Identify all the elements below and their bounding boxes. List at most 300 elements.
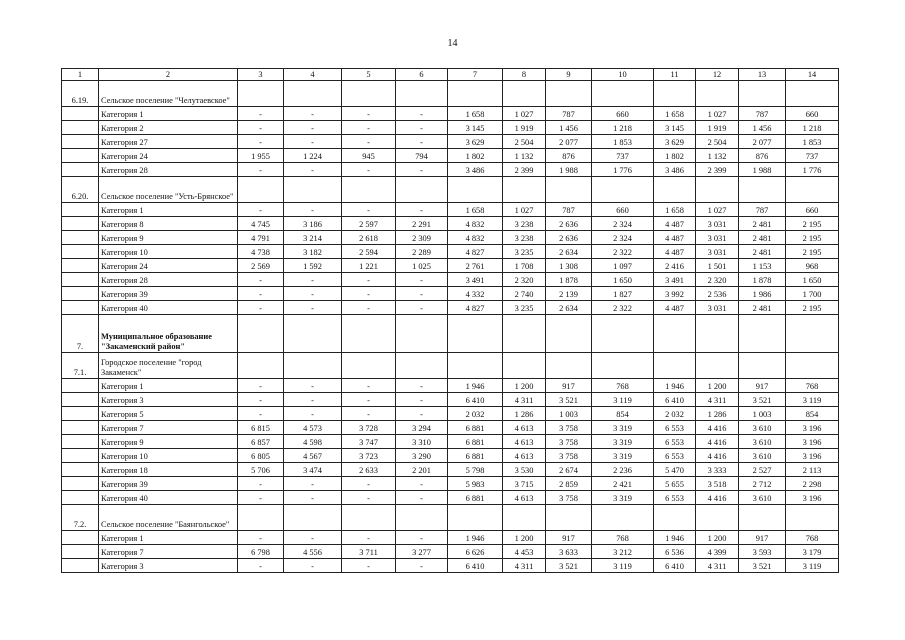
value-cell: - [238, 135, 284, 149]
value-cell: 6 553 [654, 435, 696, 449]
value-cell: 4 598 [284, 435, 342, 449]
empty-cell [592, 315, 654, 353]
empty-cell [238, 315, 284, 353]
value-cell: 1 456 [546, 121, 592, 135]
value-cell: 3 530 [503, 463, 546, 477]
value-cell: 3 715 [503, 477, 546, 491]
value-cell: 2 761 [448, 259, 503, 273]
table-row [62, 421, 839, 435]
value-cell: 3 119 [592, 559, 654, 573]
value-cell: 3 186 [284, 217, 342, 231]
value-cell: 6 553 [654, 449, 696, 463]
empty-cell [696, 315, 739, 353]
value-cell: 768 [786, 531, 839, 545]
column-header: 11 [654, 69, 696, 81]
value-cell: 2 618 [342, 231, 396, 245]
value-cell: 787 [546, 203, 592, 217]
value-cell: 2 320 [503, 273, 546, 287]
empty-cell [592, 505, 654, 531]
value-cell: 1 592 [284, 259, 342, 273]
category-label: Категория 10 [99, 449, 238, 463]
value-cell: 876 [739, 149, 786, 163]
empty-cell [62, 421, 99, 435]
value-cell: 2 291 [396, 217, 448, 231]
table-row [62, 491, 839, 505]
value-cell: 4 311 [503, 559, 546, 573]
value-cell: 3 723 [342, 449, 396, 463]
value-cell: 4 567 [284, 449, 342, 463]
value-cell: 3 319 [592, 449, 654, 463]
value-cell: 1 501 [696, 259, 739, 273]
empty-cell [396, 353, 448, 379]
column-header: 2 [99, 69, 238, 81]
value-cell: 1 650 [592, 273, 654, 287]
empty-cell [739, 505, 786, 531]
value-cell: 660 [592, 203, 654, 217]
empty-cell [503, 177, 546, 203]
empty-cell [62, 379, 99, 393]
category-label: Категория 7 [99, 421, 238, 435]
value-cell: 1 946 [654, 379, 696, 393]
value-cell: 917 [546, 379, 592, 393]
value-cell: 2 421 [592, 477, 654, 491]
value-cell: - [284, 107, 342, 121]
value-cell: 1 878 [546, 273, 592, 287]
value-cell: 1 221 [342, 259, 396, 273]
category-label: Категория 24 [99, 259, 238, 273]
value-cell: 4 487 [654, 217, 696, 231]
value-cell: 2 399 [696, 163, 739, 177]
table-row [62, 203, 839, 217]
value-cell: 2 633 [342, 463, 396, 477]
value-cell: 3 277 [396, 545, 448, 559]
table-row [62, 545, 839, 559]
section-name: Муниципальное образование "Закаменский район" [99, 315, 238, 353]
value-cell: 4 416 [696, 491, 739, 505]
value-cell: 917 [739, 531, 786, 545]
column-header: 1 [62, 69, 99, 81]
value-cell: 3 214 [284, 231, 342, 245]
value-cell: 3 491 [448, 273, 503, 287]
value-cell: - [396, 121, 448, 135]
empty-cell [62, 149, 99, 163]
value-cell: - [284, 531, 342, 545]
empty-cell [62, 491, 99, 505]
value-cell: 5 470 [654, 463, 696, 477]
value-cell: 787 [546, 107, 592, 121]
value-cell: - [342, 203, 396, 217]
value-cell: 1 027 [696, 107, 739, 121]
value-cell: 3 992 [654, 287, 696, 301]
empty-cell [786, 315, 839, 353]
value-cell: - [342, 559, 396, 573]
value-cell: 3 196 [786, 435, 839, 449]
value-cell: 1 988 [546, 163, 592, 177]
value-cell: - [284, 379, 342, 393]
value-cell: - [238, 121, 284, 135]
empty-cell [284, 315, 342, 353]
value-cell: 5 798 [448, 463, 503, 477]
value-cell: 3 521 [546, 559, 592, 573]
category-label: Категория 5 [99, 407, 238, 421]
empty-cell [342, 177, 396, 203]
empty-cell [786, 81, 839, 107]
value-cell: - [238, 393, 284, 407]
value-cell: 1 027 [503, 107, 546, 121]
empty-cell [62, 435, 99, 449]
value-cell: - [396, 477, 448, 491]
empty-cell [592, 353, 654, 379]
section-name: Сельское поселение "Усть-Брянское" [99, 177, 238, 203]
value-cell: 3 319 [592, 491, 654, 505]
value-cell: 1 776 [592, 163, 654, 177]
value-cell: - [396, 287, 448, 301]
empty-cell [448, 353, 503, 379]
value-cell: 4 573 [284, 421, 342, 435]
empty-cell [62, 203, 99, 217]
value-cell: 4 827 [448, 301, 503, 315]
value-cell: 660 [786, 107, 839, 121]
section-name: Сельское поселение "Баянгольское" [99, 505, 238, 531]
empty-cell [546, 315, 592, 353]
table-row [62, 259, 839, 273]
empty-cell [739, 315, 786, 353]
empty-cell [62, 559, 99, 573]
value-cell: 2 569 [238, 259, 284, 273]
value-cell: 3 474 [284, 463, 342, 477]
empty-cell [503, 353, 546, 379]
value-cell: 4 738 [238, 245, 284, 259]
empty-cell [396, 81, 448, 107]
value-cell: 2 504 [696, 135, 739, 149]
value-cell: - [238, 531, 284, 545]
value-cell: 3 212 [592, 545, 654, 559]
value-cell: 2 594 [342, 245, 396, 259]
value-cell: 3 290 [396, 449, 448, 463]
value-cell: 787 [739, 107, 786, 121]
value-cell: 917 [546, 531, 592, 545]
value-cell: 3 294 [396, 421, 448, 435]
value-cell: 1 650 [786, 273, 839, 287]
category-label: Категория 3 [99, 393, 238, 407]
value-cell: - [342, 393, 396, 407]
empty-cell [448, 315, 503, 353]
empty-cell [448, 81, 503, 107]
value-cell: 2 527 [739, 463, 786, 477]
value-cell: 2 674 [546, 463, 592, 477]
value-cell: 2 195 [786, 245, 839, 259]
value-cell: 3 235 [503, 245, 546, 259]
value-cell: 1 286 [503, 407, 546, 421]
table-row [62, 245, 839, 259]
value-cell: - [396, 301, 448, 315]
value-cell: 6 410 [654, 559, 696, 573]
table-row [62, 435, 839, 449]
value-cell: 854 [786, 407, 839, 421]
table-row [62, 135, 839, 149]
header-row [62, 69, 839, 81]
value-cell: 3 610 [739, 421, 786, 435]
value-cell: - [238, 491, 284, 505]
value-cell: 768 [592, 379, 654, 393]
value-cell: 3 610 [739, 435, 786, 449]
value-cell: - [342, 121, 396, 135]
value-cell: 3 333 [696, 463, 739, 477]
value-cell: 2 195 [786, 301, 839, 315]
value-cell: 660 [592, 107, 654, 121]
column-header: 7 [448, 69, 503, 81]
section-row [62, 177, 839, 203]
category-label: Категория 1 [99, 107, 238, 121]
value-cell: 3 310 [396, 435, 448, 449]
value-cell: - [342, 407, 396, 421]
value-cell: 3 758 [546, 449, 592, 463]
value-cell: 2 236 [592, 463, 654, 477]
value-cell: 3 610 [739, 491, 786, 505]
value-cell: - [284, 393, 342, 407]
value-cell: 4 827 [448, 245, 503, 259]
category-label: Категория 28 [99, 163, 238, 177]
value-cell: 3 491 [654, 273, 696, 287]
value-cell: 3 747 [342, 435, 396, 449]
empty-cell [284, 505, 342, 531]
value-cell: 2 113 [786, 463, 839, 477]
category-label: Категория 9 [99, 231, 238, 245]
section-row [62, 505, 839, 531]
value-cell: 3 633 [546, 545, 592, 559]
value-cell: 1 218 [592, 121, 654, 135]
category-label: Категория 7 [99, 545, 238, 559]
empty-cell [62, 301, 99, 315]
value-cell: 2 195 [786, 217, 839, 231]
value-cell: 1 456 [739, 121, 786, 135]
value-cell: - [284, 287, 342, 301]
section-row [62, 315, 839, 353]
value-cell: 3 758 [546, 491, 592, 505]
value-cell: 1 700 [786, 287, 839, 301]
value-cell: - [284, 491, 342, 505]
value-cell: 3 179 [786, 545, 839, 559]
table-row [62, 301, 839, 315]
value-cell: - [284, 135, 342, 149]
empty-cell [654, 177, 696, 203]
value-cell: 2 032 [654, 407, 696, 421]
value-cell: - [396, 531, 448, 545]
empty-cell [696, 505, 739, 531]
column-header: 10 [592, 69, 654, 81]
value-cell: 1 200 [503, 379, 546, 393]
value-cell: 3 728 [342, 421, 396, 435]
value-cell: 1 025 [396, 259, 448, 273]
value-cell: 2 399 [503, 163, 546, 177]
empty-cell [739, 81, 786, 107]
value-cell: 4 311 [503, 393, 546, 407]
section-name: Городское поселение "город Закаменск" [99, 353, 238, 379]
column-header: 9 [546, 69, 592, 81]
value-cell: 3 182 [284, 245, 342, 259]
value-cell: 854 [592, 407, 654, 421]
category-label: Категория 27 [99, 135, 238, 149]
value-cell: 4 613 [503, 435, 546, 449]
empty-cell [546, 81, 592, 107]
table-row [62, 163, 839, 177]
table-row [62, 273, 839, 287]
column-header: 8 [503, 69, 546, 81]
empty-cell [62, 259, 99, 273]
value-cell: 2 597 [342, 217, 396, 231]
category-label: Категория 8 [99, 217, 238, 231]
value-cell: 1 827 [592, 287, 654, 301]
empty-cell [62, 477, 99, 491]
empty-cell [62, 231, 99, 245]
value-cell: 2 324 [592, 231, 654, 245]
value-cell: 6 553 [654, 491, 696, 505]
value-cell: 6 410 [448, 393, 503, 407]
value-cell: 4 416 [696, 435, 739, 449]
empty-cell [62, 449, 99, 463]
value-cell: 3 486 [448, 163, 503, 177]
empty-cell [284, 177, 342, 203]
value-cell: 3 593 [739, 545, 786, 559]
value-cell: 2 289 [396, 245, 448, 259]
empty-cell [284, 81, 342, 107]
value-cell: - [284, 203, 342, 217]
value-cell: 1 200 [503, 531, 546, 545]
value-cell: 3 145 [654, 121, 696, 135]
value-cell: 1 802 [448, 149, 503, 163]
value-cell: 1 878 [739, 273, 786, 287]
value-cell: 6 805 [238, 449, 284, 463]
empty-cell [62, 135, 99, 149]
value-cell: 2 504 [503, 135, 546, 149]
value-cell: 1 003 [739, 407, 786, 421]
value-cell: 2 077 [546, 135, 592, 149]
value-cell: 3 145 [448, 121, 503, 135]
value-cell: 6 410 [448, 559, 503, 573]
value-cell: 4 332 [448, 287, 503, 301]
value-cell: 3 629 [654, 135, 696, 149]
value-cell: - [284, 163, 342, 177]
value-cell: 2 322 [592, 245, 654, 259]
value-cell: 3 758 [546, 421, 592, 435]
value-cell: 917 [739, 379, 786, 393]
value-cell: 3 238 [503, 217, 546, 231]
empty-cell [696, 353, 739, 379]
value-cell: 968 [786, 259, 839, 273]
empty-cell [592, 81, 654, 107]
value-cell: 3 031 [696, 301, 739, 315]
empty-cell [786, 353, 839, 379]
value-cell: 3 196 [786, 449, 839, 463]
empty-cell [654, 81, 696, 107]
value-cell: 3 758 [546, 435, 592, 449]
table-row [62, 379, 839, 393]
value-cell: - [238, 477, 284, 491]
value-cell: 3 521 [739, 559, 786, 573]
value-cell: 1 986 [739, 287, 786, 301]
category-label: Категория 39 [99, 287, 238, 301]
value-cell: 3 031 [696, 231, 739, 245]
category-label: Категория 2 [99, 121, 238, 135]
empty-cell [654, 315, 696, 353]
empty-cell [342, 353, 396, 379]
empty-cell [62, 463, 99, 477]
column-header: 13 [739, 69, 786, 81]
value-cell: 1 955 [238, 149, 284, 163]
value-cell: 4 745 [238, 217, 284, 231]
value-cell: 2 077 [739, 135, 786, 149]
empty-cell [396, 315, 448, 353]
table-row [62, 231, 839, 245]
value-cell: 4 416 [696, 421, 739, 435]
value-cell: 3 521 [739, 393, 786, 407]
section-row [62, 353, 839, 379]
value-cell: 660 [786, 203, 839, 217]
value-cell: 768 [786, 379, 839, 393]
empty-cell [62, 217, 99, 231]
table-row [62, 217, 839, 231]
value-cell: 2 536 [696, 287, 739, 301]
value-cell: 6 881 [448, 421, 503, 435]
value-cell: 4 487 [654, 245, 696, 259]
value-cell: 1 658 [654, 203, 696, 217]
value-cell: 1 853 [592, 135, 654, 149]
table-row [62, 121, 839, 135]
value-cell: 6 410 [654, 393, 696, 407]
value-cell: - [342, 301, 396, 315]
value-cell: - [396, 407, 448, 421]
value-cell: - [396, 559, 448, 573]
table-row [62, 407, 839, 421]
value-cell: - [396, 203, 448, 217]
table-row [62, 463, 839, 477]
empty-cell [62, 545, 99, 559]
value-cell: 2 481 [739, 301, 786, 315]
value-cell: - [342, 107, 396, 121]
value-cell: 2 481 [739, 245, 786, 259]
value-cell: - [284, 121, 342, 135]
value-cell: 4 832 [448, 231, 503, 245]
value-cell: 2 636 [546, 231, 592, 245]
value-cell: - [238, 407, 284, 421]
value-cell: 2 416 [654, 259, 696, 273]
value-cell: 6 881 [448, 435, 503, 449]
empty-cell [396, 505, 448, 531]
value-cell: 4 832 [448, 217, 503, 231]
empty-cell [62, 393, 99, 407]
value-cell: - [396, 107, 448, 121]
value-cell: 1 658 [654, 107, 696, 121]
empty-cell [342, 315, 396, 353]
empty-cell [654, 353, 696, 379]
empty-cell [786, 505, 839, 531]
category-label: Категория 10 [99, 245, 238, 259]
value-cell: 1 286 [696, 407, 739, 421]
value-cell: 4 416 [696, 449, 739, 463]
table-row [62, 149, 839, 163]
category-label: Категория 18 [99, 463, 238, 477]
value-cell: 1 919 [503, 121, 546, 135]
value-cell: 2 320 [696, 273, 739, 287]
table-row [62, 107, 839, 121]
value-cell: 737 [786, 149, 839, 163]
value-cell: 4 613 [503, 421, 546, 435]
value-cell: 1 200 [696, 379, 739, 393]
empty-cell [62, 531, 99, 545]
value-cell: - [238, 107, 284, 121]
section-number: 6.19. [62, 81, 99, 107]
value-cell: 1 308 [546, 259, 592, 273]
